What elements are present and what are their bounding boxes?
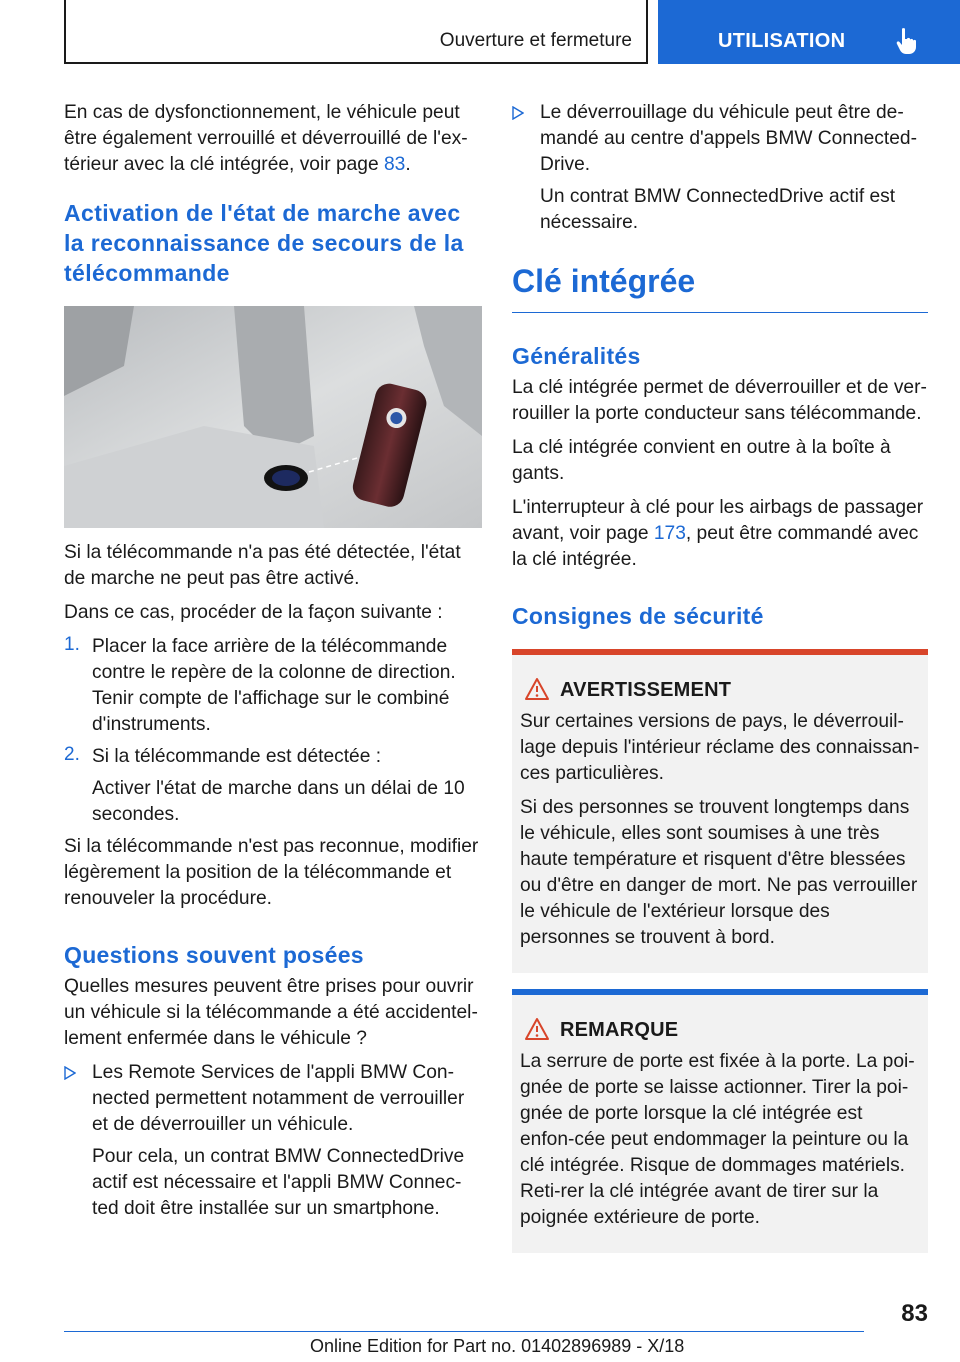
general-paragraph-1: La clé intégrée permet de déverrouiller et de ver-rouiller la porte conducteur sans télécommande.: [512, 377, 927, 424]
warning-title: AVERTISSEMENT: [560, 679, 732, 701]
chapter-header: [658, 0, 960, 64]
warning-box: [512, 649, 928, 973]
step-2: [64, 744, 482, 828]
bullet-text: Un contrat BMW ConnectedDrive actif est nécessaire.: [540, 186, 896, 233]
faq-question: Quelles mesures peuvent être prises pour ouvrir un véhicule si la télécommande a été accidentel-lement enfermée dans le véhicule ?: [64, 976, 478, 1049]
page-link-173[interactable]: 173: [653, 523, 686, 544]
section-title: Ouverture et fermeture: [439, 30, 632, 51]
note-title: REMARQUE: [560, 1019, 679, 1041]
step-text: Activer l'état de marche dans un délai de 10 secondes.: [92, 778, 465, 825]
warning-text-1: Sur certaines versions de pays, le déverrouil-lage depuis l'intérieur réclame des connaissan-ces particulières.: [520, 711, 920, 784]
faq-bullet: [64, 1060, 482, 1222]
step-number: 2.: [64, 744, 80, 765]
left-column: [64, 100, 482, 1228]
pointing-hand-icon: [896, 27, 918, 55]
faq-bullet: [512, 100, 928, 236]
bullet-text: Les Remote Services de l'appli BMW Con-nected permettent notamment de verrouiller et de déverrouiller un véhicule.: [92, 1062, 465, 1135]
triangle-bullet-icon: [512, 106, 524, 120]
intro-paragraph: En cas de dysfonctionnement, le véhicule peut être également verrouillé et déverrouillé de l'ex-térieur avec la clé intégrée, voir page 83.: [64, 102, 468, 175]
remote-key-illustration: [64, 306, 482, 528]
bullet-text: Le déverrouillage du véhicule peut être de-mandé au centre d'appels BMW Connected-Drive.: [540, 102, 917, 175]
note-header: [520, 1017, 920, 1045]
edition-footer: Online Edition for Part no. 01402896989 - X/18: [310, 1336, 685, 1356]
steering-column-figure: [64, 306, 482, 528]
heading-safety: Consignes de sécurité: [512, 603, 764, 629]
heading-integrated-key: Clé intégrée: [512, 262, 928, 313]
general-paragraph-3: L'interrupteur à clé pour les airbags de passager avant, voir page 173, peut être commandé avec la clé intégrée.: [512, 497, 924, 570]
warning-text-2: Si des personnes se trouvent longtemps dans le véhicule, elles sont soumises à une très haute température et risquent d'être blessées ou d'être en danger de mort. Ne pas verrouiller le véhicule de l'extérieur lorsque des personnes se trouvent à bord.: [520, 797, 918, 948]
chapter-title: UTILISATION: [718, 30, 846, 52]
warning-header: [520, 677, 920, 705]
bullet-text: Pour cela, un contrat BMW ConnectedDrive actif est nécessaire et l'appli BMW Connec-ted doit être installée sur un smartphone.: [92, 1146, 465, 1219]
footer-divider: [64, 1331, 864, 1332]
heading-general: Généralités: [512, 343, 641, 369]
heading-activation: Activation de l'état de marche avec la reconnaissance de secours de la télécommande: [64, 200, 464, 286]
step-text: Si la télécommande est détectée :: [92, 746, 382, 767]
note-box: [512, 989, 928, 1253]
general-paragraph-2: La clé intégrée convient en outre à la boîte à gants.: [512, 437, 891, 484]
step-1: [64, 634, 482, 738]
right-column: [512, 100, 928, 1253]
page-link-83[interactable]: 83: [383, 154, 406, 175]
triangle-bullet-icon: [64, 1066, 76, 1080]
warning-triangle-icon: [524, 677, 550, 701]
step-number: 1.: [64, 634, 80, 655]
page-number: 83: [901, 1300, 928, 1327]
caution-triangle-icon: [524, 1017, 550, 1041]
section-header: [64, 0, 648, 64]
note-text: La serrure de porte est fixée à la porte. La poi-gnée de porte se laisse actionner. Tirer la poi-gnée de porte lorsque la clé intégrée est enfon-cée peut endommager la peinture ou la clé intégrée. Risque de dommages matériels. Reti-rer la clé intégrée avant de tirer sur la poignée extérieure de porte.: [520, 1051, 915, 1228]
procedure-intro: Dans ce cas, procéder de la façon suivante :: [64, 602, 443, 623]
not-recognized-paragraph: Si la télécommande n'est pas reconnue, modifier légèrement la position de la télécommande et renouveler la procédure.: [64, 836, 479, 909]
step-text: Placer la face arrière de la télécommande contre le repère de la colonne de direction. Tenir compte de l'affichage sur le combiné d'instruments.: [92, 636, 456, 735]
heading-faq: Questions souvent posées: [64, 942, 364, 968]
not-detected-paragraph: Si la télécommande n'a pas été détectée, l'état de marche ne peut pas être activé.: [64, 542, 461, 589]
